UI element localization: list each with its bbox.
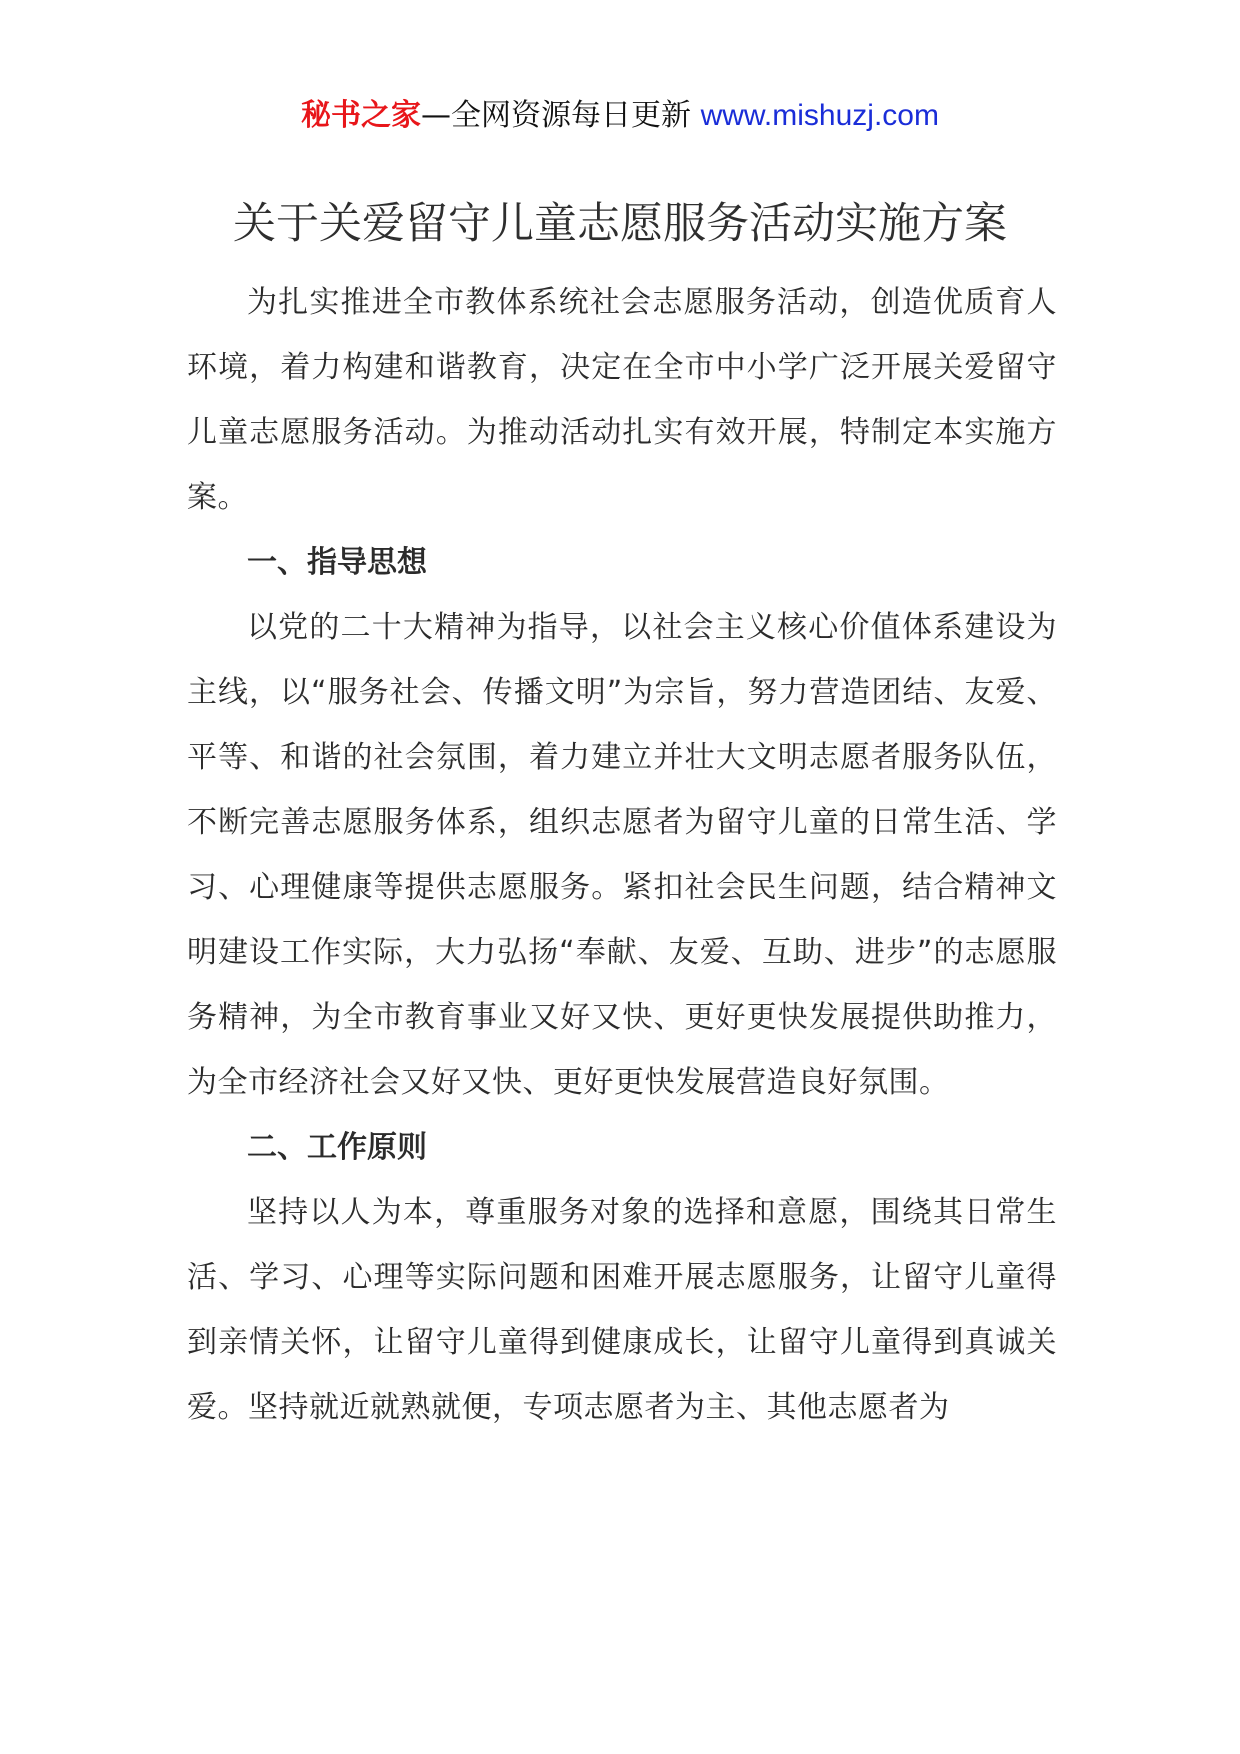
section-heading-work-principles: 二、工作原则	[247, 1130, 427, 1165]
site-header	[0, 96, 1240, 136]
section-body-guiding-ideology: 以党的二十大精神为指导，以社会主义核心价值体系建设为主线，以“服务社会、传播文明”为宗旨，努力营造团结、友爱、平等、和谐的社会氛围，着力建立并壮大文明志愿者服务队伍，不断完善志愿服务体系，组织志愿者为留守儿童的日常生活、学习、心理健康等提供志愿服务。紧扣社会民生问题，结合精神文明建设工作实际，大力弘扬“奉献、友爱、互助、进步”的志愿服务精神，为全市教育事业又好又快、更好更快发展提供助推力，为全市经济社会又好又快、更好更快发展营造良好氛围。	[187, 610, 1057, 1100]
brand-name: 秘书之家	[301, 98, 422, 133]
header-tagline: —全网资源每日更新	[421, 98, 701, 133]
section-heading-guiding-ideology: 一、指导思想	[247, 545, 427, 580]
document-body	[187, 270, 1057, 1440]
document-title: 关于关爱留守儿童志愿服务活动实施方案	[233, 199, 1007, 249]
site-url-link[interactable]: www.mishuzj.com	[700, 99, 939, 132]
intro-paragraph: 为扎实推进全市教体系统社会志愿服务活动，创造优质育人环境，着力构建和谐教育，决定在全市中小学广泛开展关爱留守儿童志愿服务活动。为推动活动扎实有效开展，特制定本实施方案。	[187, 285, 1057, 515]
section-body-work-principles: 坚持以人为本，尊重服务对象的选择和意愿，围绕其日常生活、学习、心理等实际问题和困难开展志愿服务，让留守儿童得到亲情关怀，让留守儿童得到健康成长，让留守儿童得到真诚关爱。坚持就近就熟就便，专项志愿者为主、其他志愿者为	[187, 1195, 1057, 1425]
